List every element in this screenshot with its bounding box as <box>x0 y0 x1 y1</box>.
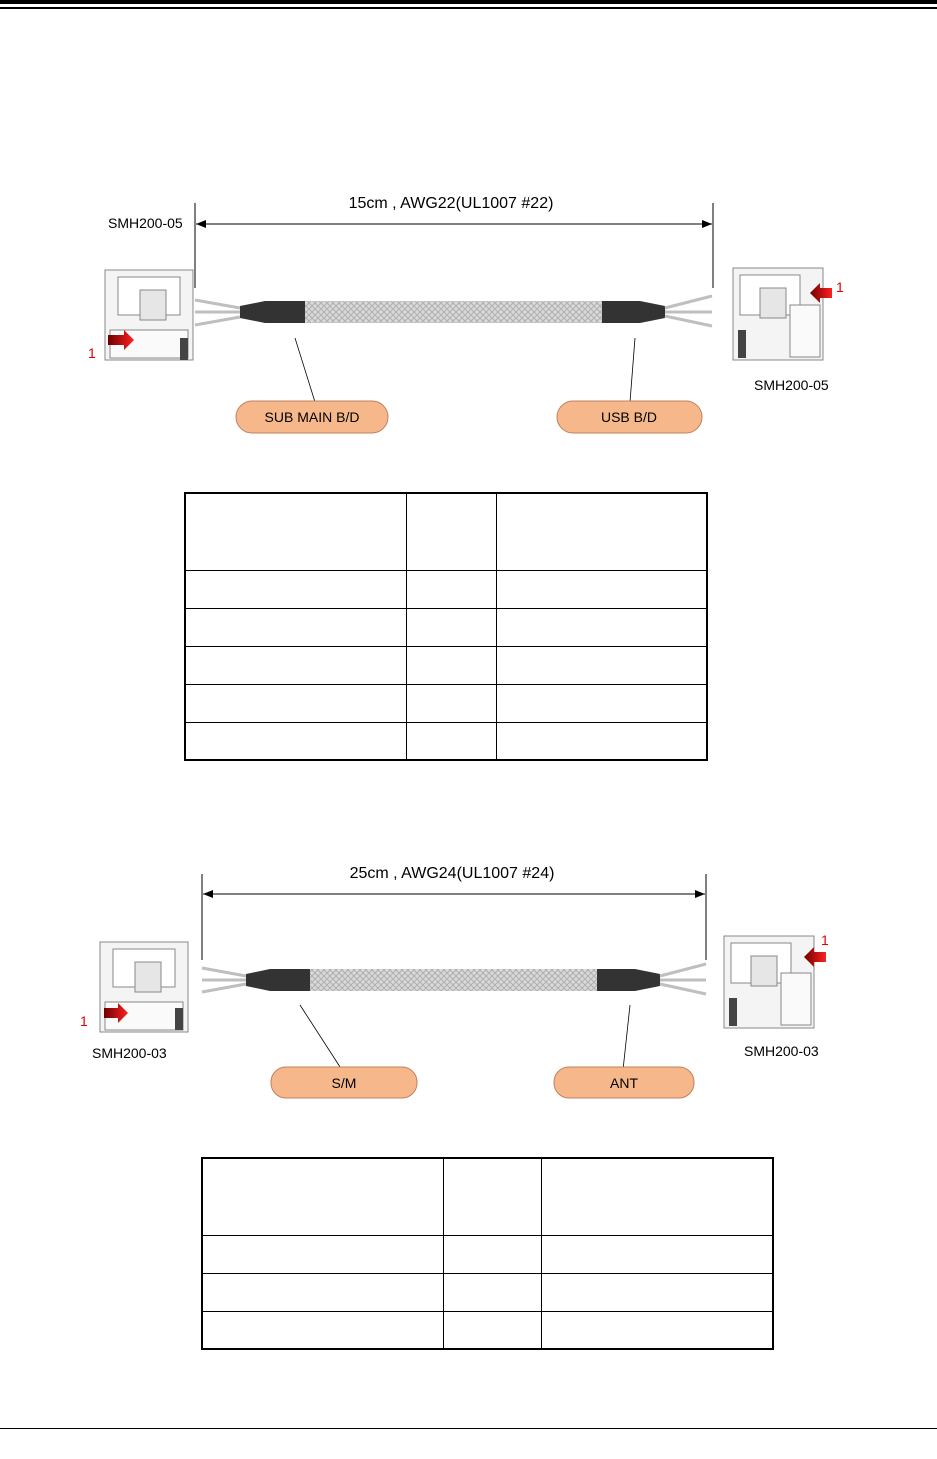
cable1-left-pin-marker: 1 <box>88 345 96 361</box>
cable2-right-board-label: ANT <box>610 1075 638 1091</box>
cable2-spec: 25cm , AWG24(UL1007 #24) <box>349 865 555 882</box>
table-cell <box>185 684 407 722</box>
cable2-right-pin-marker: 1 <box>821 932 829 948</box>
table-row <box>185 493 707 570</box>
cable2-left-connector-label: SMH200-03 <box>92 1045 167 1061</box>
table-cell <box>497 684 708 722</box>
table-cell <box>185 646 407 684</box>
table-cell <box>185 493 407 570</box>
table-cell <box>407 646 497 684</box>
table-cell <box>202 1311 444 1349</box>
table-cell <box>407 722 497 760</box>
table-cell <box>542 1273 774 1311</box>
cable1-braid <box>305 301 602 323</box>
table-cell <box>497 493 708 570</box>
table-cell <box>407 684 497 722</box>
table-cell <box>497 722 708 760</box>
table-cell <box>407 493 497 570</box>
cable1-left-connector-label: SMH200-05 <box>108 215 183 231</box>
cable1-left-wires <box>195 300 240 325</box>
table-row <box>185 646 707 684</box>
table-row <box>185 608 707 646</box>
table-cell <box>542 1311 774 1349</box>
cable1-left-board-label: SUB MAIN B/D <box>264 409 360 425</box>
table-cell <box>542 1158 774 1235</box>
table-row <box>185 722 707 760</box>
table-row <box>202 1158 773 1235</box>
table-row <box>202 1311 773 1349</box>
cable2-right-connector-label: SMH200-03 <box>744 1043 819 1059</box>
cable2-left-board-label: S/M <box>331 1075 357 1091</box>
table-cell <box>497 646 708 684</box>
table-cell <box>202 1158 444 1235</box>
table-cell <box>444 1273 542 1311</box>
cable1-wire-table <box>184 492 708 761</box>
cable1-right-connector-icon <box>733 268 823 360</box>
table-row <box>202 1273 773 1311</box>
table-row <box>202 1235 773 1273</box>
cable1-right-connector-label: SMH200-05 <box>754 377 829 393</box>
table-cell <box>202 1273 444 1311</box>
cable1-diagram <box>0 180 937 450</box>
header-rule-thick <box>0 0 937 4</box>
table-cell <box>444 1311 542 1349</box>
cable2-braid <box>310 969 597 991</box>
table-row <box>185 684 707 722</box>
table-cell <box>185 570 407 608</box>
cable2-wire-table <box>201 1157 774 1350</box>
cable2-left-pin-marker: 1 <box>80 1013 88 1029</box>
cable2-left-wires <box>202 968 246 992</box>
table-cell <box>185 608 407 646</box>
cable2-right-wires <box>660 964 706 994</box>
cable1-right-board-label: USB B/D <box>600 409 658 425</box>
table-cell <box>497 570 708 608</box>
cable1-right-pin-marker: 1 <box>836 279 844 295</box>
cable1-left-connector-icon <box>105 270 193 360</box>
table-row <box>185 570 707 608</box>
table-cell <box>407 570 497 608</box>
table-cell <box>185 722 407 760</box>
cable1-right-sleeve <box>602 301 665 323</box>
cable2-diagram <box>0 850 937 1110</box>
header-rule-thin <box>0 7 937 9</box>
cable2-right-connector-icon <box>724 936 814 1028</box>
table-cell <box>444 1158 542 1235</box>
table-cell <box>497 608 708 646</box>
cable1-right-wires <box>665 296 712 326</box>
footer-rule <box>0 1428 937 1429</box>
table-cell <box>202 1235 444 1273</box>
cable1-left-sleeve <box>240 301 305 323</box>
cable2-left-connector-icon <box>100 942 188 1032</box>
cable1-spec: 15cm , AWG22(UL1007 #22) <box>348 195 554 212</box>
table-cell <box>542 1235 774 1273</box>
cable2-left-sleeve <box>246 969 310 991</box>
table-cell <box>407 608 497 646</box>
table-cell <box>444 1235 542 1273</box>
cable2-right-sleeve <box>597 969 660 991</box>
